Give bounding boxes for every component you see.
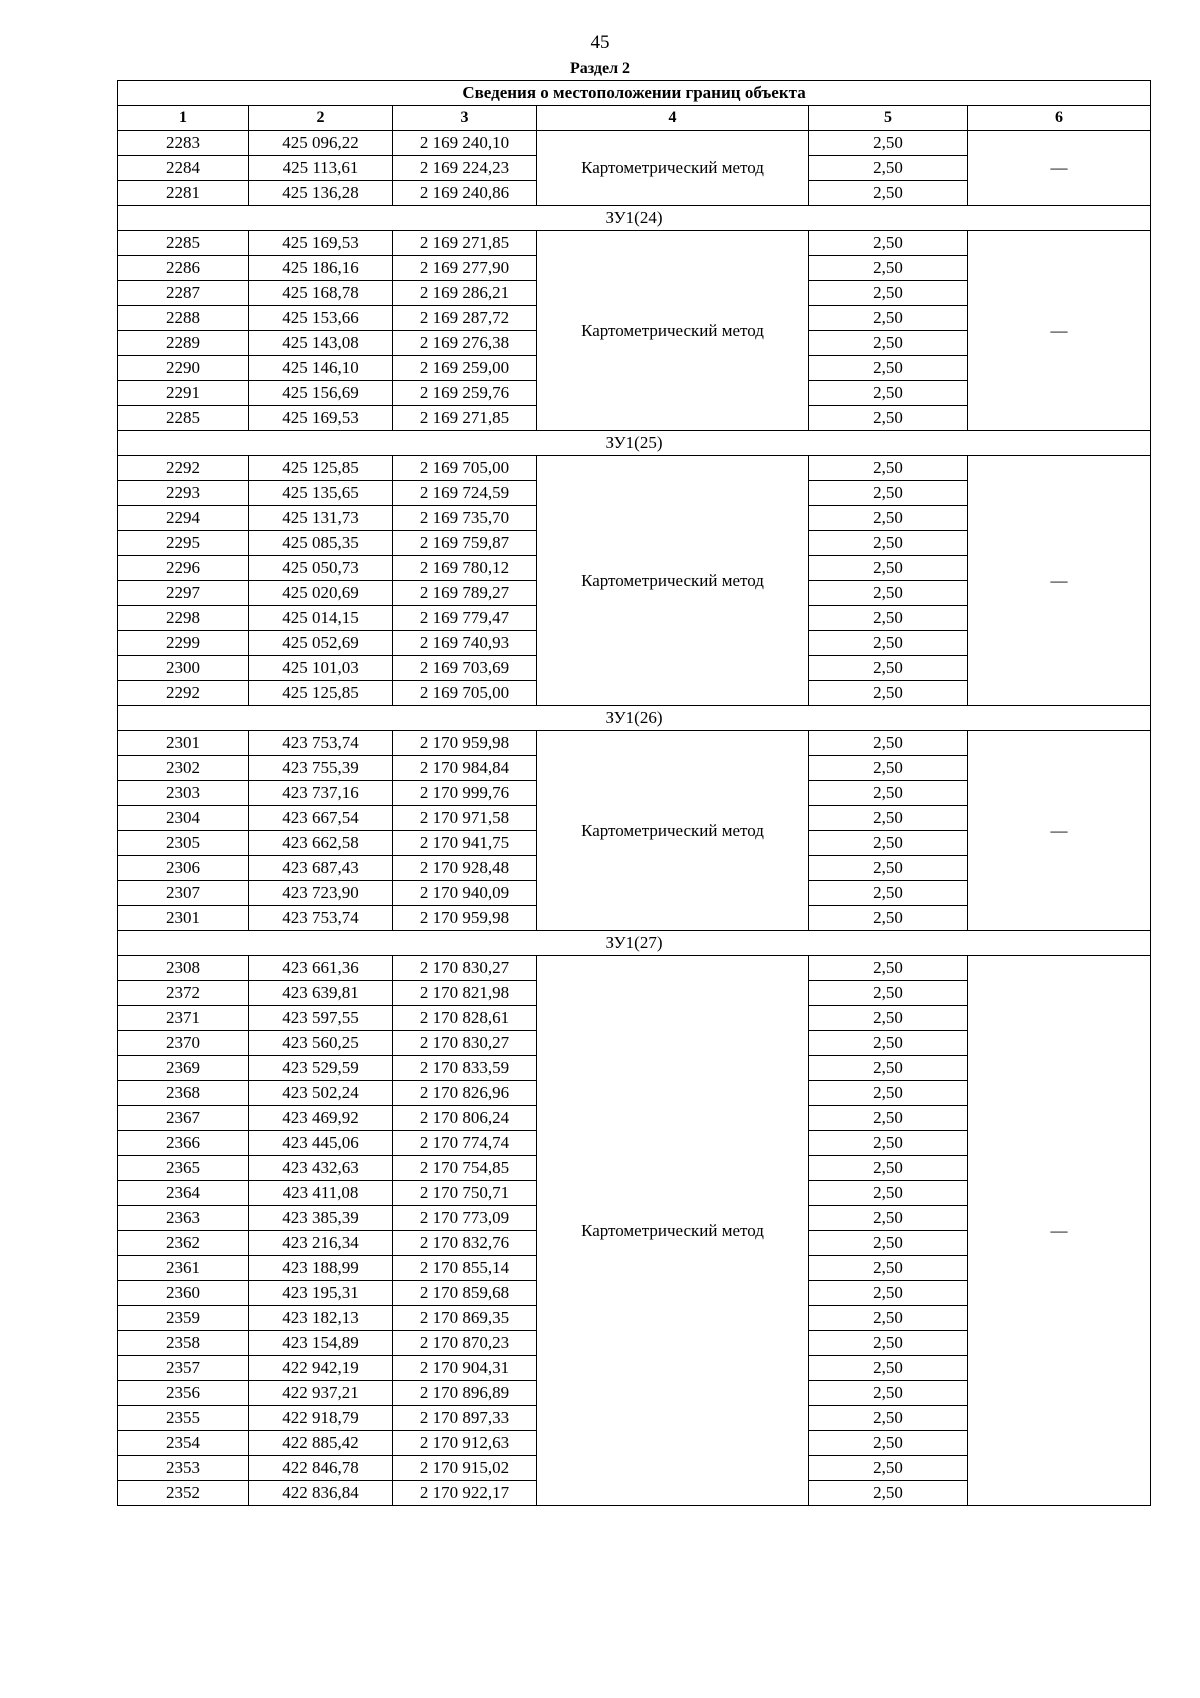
point-number-cell: 2294 — [118, 506, 249, 531]
x-coordinate-cell: 425 113,61 — [249, 156, 393, 181]
y-coordinate-cell: 2 169 286,21 — [393, 281, 537, 306]
x-coordinate-cell: 425 014,15 — [249, 606, 393, 631]
point-number-cell: 2356 — [118, 1381, 249, 1406]
x-coordinate-cell: 422 918,79 — [249, 1406, 393, 1431]
point-number-cell: 2287 — [118, 281, 249, 306]
accuracy-cell: 2,50 — [809, 1406, 968, 1431]
accuracy-cell: 2,50 — [809, 731, 968, 756]
page-number: 45 — [590, 32, 610, 53]
accuracy-cell: 2,50 — [809, 481, 968, 506]
table-caption: Сведения о местоположении границ объекта — [118, 81, 1151, 106]
accuracy-cell: 2,50 — [809, 906, 968, 931]
table-row — [118, 231, 1151, 256]
x-coordinate-cell: 425 050,73 — [249, 556, 393, 581]
point-number-cell: 2355 — [118, 1406, 249, 1431]
group-row — [118, 431, 1151, 456]
accuracy-cell: 2,50 — [809, 1181, 968, 1206]
method-cell: Картометрический метод — [537, 131, 809, 206]
x-coordinate-cell: 423 723,90 — [249, 881, 393, 906]
accuracy-cell: 2,50 — [809, 756, 968, 781]
x-coordinate-cell: 423 753,74 — [249, 731, 393, 756]
x-coordinate-cell: 425 131,73 — [249, 506, 393, 531]
x-coordinate-cell: 423 195,31 — [249, 1281, 393, 1306]
note-cell: — — [968, 131, 1151, 206]
accuracy-cell: 2,50 — [809, 1481, 968, 1506]
accuracy-cell: 2,50 — [809, 1456, 968, 1481]
group-label: ЗУ1(25) — [118, 431, 1151, 456]
y-coordinate-cell: 2 170 971,58 — [393, 806, 537, 831]
x-coordinate-cell: 425 156,69 — [249, 381, 393, 406]
y-coordinate-cell: 2 169 759,87 — [393, 531, 537, 556]
accuracy-cell: 2,50 — [809, 631, 968, 656]
x-coordinate-cell: 423 432,63 — [249, 1156, 393, 1181]
x-coordinate-cell: 423 469,92 — [249, 1106, 393, 1131]
point-number-cell: 2285 — [118, 231, 249, 256]
point-number-cell: 2363 — [118, 1206, 249, 1231]
method-cell: Картометрический метод — [537, 231, 809, 431]
point-number-cell: 2354 — [118, 1431, 249, 1456]
y-coordinate-cell: 2 169 287,72 — [393, 306, 537, 331]
accuracy-cell: 2,50 — [809, 1081, 968, 1106]
accuracy-cell: 2,50 — [809, 1206, 968, 1231]
column-header-2: 2 — [249, 106, 393, 131]
y-coordinate-cell: 2 170 870,23 — [393, 1331, 537, 1356]
accuracy-cell: 2,50 — [809, 956, 968, 981]
y-coordinate-cell: 2 169 240,10 — [393, 131, 537, 156]
y-coordinate-cell: 2 170 959,98 — [393, 731, 537, 756]
x-coordinate-cell: 423 662,58 — [249, 831, 393, 856]
accuracy-cell: 2,50 — [809, 1106, 968, 1131]
accuracy-cell: 2,50 — [809, 881, 968, 906]
column-header-4: 4 — [537, 106, 809, 131]
x-coordinate-cell: 423 445,06 — [249, 1131, 393, 1156]
x-coordinate-cell: 423 639,81 — [249, 981, 393, 1006]
y-coordinate-cell: 2 170 754,85 — [393, 1156, 537, 1181]
y-coordinate-cell: 2 169 240,86 — [393, 181, 537, 206]
group-row — [118, 706, 1151, 731]
y-coordinate-cell: 2 169 789,27 — [393, 581, 537, 606]
point-number-cell: 2306 — [118, 856, 249, 881]
point-number-cell: 2365 — [118, 1156, 249, 1181]
point-number-cell: 2366 — [118, 1131, 249, 1156]
accuracy-cell: 2,50 — [809, 856, 968, 881]
point-number-cell: 2301 — [118, 731, 249, 756]
accuracy-cell: 2,50 — [809, 506, 968, 531]
point-number-cell: 2288 — [118, 306, 249, 331]
y-coordinate-cell: 2 169 724,59 — [393, 481, 537, 506]
y-coordinate-cell: 2 169 271,85 — [393, 231, 537, 256]
y-coordinate-cell: 2 170 774,74 — [393, 1131, 537, 1156]
x-coordinate-cell: 425 125,85 — [249, 456, 393, 481]
accuracy-cell: 2,50 — [809, 1006, 968, 1031]
y-coordinate-cell: 2 170 855,14 — [393, 1256, 537, 1281]
y-coordinate-cell: 2 170 830,27 — [393, 1031, 537, 1056]
y-coordinate-cell: 2 170 915,02 — [393, 1456, 537, 1481]
point-number-cell: 2284 — [118, 156, 249, 181]
point-number-cell: 2307 — [118, 881, 249, 906]
x-coordinate-cell: 425 052,69 — [249, 631, 393, 656]
point-number-cell: 2299 — [118, 631, 249, 656]
y-coordinate-cell: 2 169 780,12 — [393, 556, 537, 581]
point-number-cell: 2369 — [118, 1056, 249, 1081]
x-coordinate-cell: 425 186,16 — [249, 256, 393, 281]
accuracy-cell: 2,50 — [809, 1256, 968, 1281]
y-coordinate-cell: 2 170 859,68 — [393, 1281, 537, 1306]
group-label: ЗУ1(27) — [118, 931, 1151, 956]
point-number-cell: 2297 — [118, 581, 249, 606]
method-cell: Картометрический метод — [537, 456, 809, 706]
x-coordinate-cell: 423 216,34 — [249, 1231, 393, 1256]
accuracy-cell: 2,50 — [809, 1281, 968, 1306]
table-row — [118, 456, 1151, 481]
table-row — [118, 731, 1151, 756]
x-coordinate-cell: 423 667,54 — [249, 806, 393, 831]
accuracy-cell: 2,50 — [809, 1156, 968, 1181]
point-number-cell: 2352 — [118, 1481, 249, 1506]
group-label: ЗУ1(24) — [118, 206, 1151, 231]
y-coordinate-cell: 2 169 276,38 — [393, 331, 537, 356]
y-coordinate-cell: 2 170 750,71 — [393, 1181, 537, 1206]
x-coordinate-cell: 423 737,16 — [249, 781, 393, 806]
accuracy-cell: 2,50 — [809, 781, 968, 806]
accuracy-cell: 2,50 — [809, 981, 968, 1006]
accuracy-cell: 2,50 — [809, 306, 968, 331]
x-coordinate-cell: 423 182,13 — [249, 1306, 393, 1331]
method-cell: Картометрический метод — [537, 956, 809, 1506]
point-number-cell: 2303 — [118, 781, 249, 806]
column-header-1: 1 — [118, 106, 249, 131]
column-header-6: 6 — [968, 106, 1151, 131]
accuracy-cell: 2,50 — [809, 1431, 968, 1456]
y-coordinate-cell: 2 170 828,61 — [393, 1006, 537, 1031]
y-coordinate-cell: 2 169 703,69 — [393, 656, 537, 681]
point-number-cell: 2305 — [118, 831, 249, 856]
y-coordinate-cell: 2 169 740,93 — [393, 631, 537, 656]
x-coordinate-cell: 423 755,39 — [249, 756, 393, 781]
x-coordinate-cell: 423 411,08 — [249, 1181, 393, 1206]
point-number-cell: 2293 — [118, 481, 249, 506]
y-coordinate-cell: 2 170 999,76 — [393, 781, 537, 806]
accuracy-cell: 2,50 — [809, 806, 968, 831]
point-number-cell: 2298 — [118, 606, 249, 631]
point-number-cell: 2353 — [118, 1456, 249, 1481]
x-coordinate-cell: 423 753,74 — [249, 906, 393, 931]
y-coordinate-cell: 2 170 897,33 — [393, 1406, 537, 1431]
point-number-cell: 2295 — [118, 531, 249, 556]
x-coordinate-cell: 422 942,19 — [249, 1356, 393, 1381]
note-cell: — — [968, 231, 1151, 431]
y-coordinate-cell: 2 169 224,23 — [393, 156, 537, 181]
point-number-cell: 2360 — [118, 1281, 249, 1306]
y-coordinate-cell: 2 170 928,48 — [393, 856, 537, 881]
point-number-cell: 2289 — [118, 331, 249, 356]
point-number-cell: 2358 — [118, 1331, 249, 1356]
y-coordinate-cell: 2 169 705,00 — [393, 456, 537, 481]
y-coordinate-cell: 2 170 912,63 — [393, 1431, 537, 1456]
y-coordinate-cell: 2 170 773,09 — [393, 1206, 537, 1231]
x-coordinate-cell: 425 096,22 — [249, 131, 393, 156]
accuracy-cell: 2,50 — [809, 406, 968, 431]
x-coordinate-cell: 423 502,24 — [249, 1081, 393, 1106]
accuracy-cell: 2,50 — [809, 531, 968, 556]
point-number-cell: 2357 — [118, 1356, 249, 1381]
y-coordinate-cell: 2 170 941,75 — [393, 831, 537, 856]
accuracy-cell: 2,50 — [809, 256, 968, 281]
point-number-cell: 2371 — [118, 1006, 249, 1031]
point-number-cell: 2361 — [118, 1256, 249, 1281]
accuracy-cell: 2,50 — [809, 606, 968, 631]
y-coordinate-cell: 2 169 259,76 — [393, 381, 537, 406]
accuracy-cell: 2,50 — [809, 656, 968, 681]
group-label: ЗУ1(26) — [118, 706, 1151, 731]
point-number-cell: 2370 — [118, 1031, 249, 1056]
x-coordinate-cell: 422 836,84 — [249, 1481, 393, 1506]
group-row — [118, 206, 1151, 231]
point-number-cell: 2308 — [118, 956, 249, 981]
accuracy-cell: 2,50 — [809, 1056, 968, 1081]
y-coordinate-cell: 2 170 869,35 — [393, 1306, 537, 1331]
point-number-cell: 2302 — [118, 756, 249, 781]
x-coordinate-cell: 423 687,43 — [249, 856, 393, 881]
y-coordinate-cell: 2 170 830,27 — [393, 956, 537, 981]
point-number-cell: 2364 — [118, 1181, 249, 1206]
note-cell: — — [968, 956, 1151, 1506]
point-number-cell: 2372 — [118, 981, 249, 1006]
accuracy-cell: 2,50 — [809, 681, 968, 706]
y-coordinate-cell: 2 170 940,09 — [393, 881, 537, 906]
y-coordinate-cell: 2 170 959,98 — [393, 906, 537, 931]
y-coordinate-cell: 2 169 779,47 — [393, 606, 537, 631]
x-coordinate-cell: 425 020,69 — [249, 581, 393, 606]
y-coordinate-cell: 2 169 705,00 — [393, 681, 537, 706]
x-coordinate-cell: 423 597,55 — [249, 1006, 393, 1031]
point-number-cell: 2304 — [118, 806, 249, 831]
point-number-cell: 2368 — [118, 1081, 249, 1106]
y-coordinate-cell: 2 169 735,70 — [393, 506, 537, 531]
boundary-table — [117, 80, 1151, 1506]
column-header-5: 5 — [809, 106, 968, 131]
x-coordinate-cell: 425 136,28 — [249, 181, 393, 206]
x-coordinate-cell: 425 168,78 — [249, 281, 393, 306]
accuracy-cell: 2,50 — [809, 1131, 968, 1156]
group-row — [118, 931, 1151, 956]
accuracy-cell: 2,50 — [809, 231, 968, 256]
x-coordinate-cell: 422 937,21 — [249, 1381, 393, 1406]
y-coordinate-cell: 2 170 806,24 — [393, 1106, 537, 1131]
point-number-cell: 2359 — [118, 1306, 249, 1331]
note-cell: — — [968, 731, 1151, 931]
column-header-3: 3 — [393, 106, 537, 131]
accuracy-cell: 2,50 — [809, 331, 968, 356]
accuracy-cell: 2,50 — [809, 1231, 968, 1256]
x-coordinate-cell: 423 560,25 — [249, 1031, 393, 1056]
x-coordinate-cell: 423 154,89 — [249, 1331, 393, 1356]
y-coordinate-cell: 2 170 826,96 — [393, 1081, 537, 1106]
x-coordinate-cell: 425 169,53 — [249, 231, 393, 256]
x-coordinate-cell: 423 385,39 — [249, 1206, 393, 1231]
point-number-cell: 2283 — [118, 131, 249, 156]
x-coordinate-cell: 425 125,85 — [249, 681, 393, 706]
y-coordinate-cell: 2 170 984,84 — [393, 756, 537, 781]
point-number-cell: 2300 — [118, 656, 249, 681]
accuracy-cell: 2,50 — [809, 281, 968, 306]
point-number-cell: 2296 — [118, 556, 249, 581]
note-cell: — — [968, 456, 1151, 706]
accuracy-cell: 2,50 — [809, 581, 968, 606]
accuracy-cell: 2,50 — [809, 556, 968, 581]
table-row — [118, 131, 1151, 156]
point-number-cell: 2286 — [118, 256, 249, 281]
x-coordinate-cell: 423 661,36 — [249, 956, 393, 981]
accuracy-cell: 2,50 — [809, 1356, 968, 1381]
accuracy-cell: 2,50 — [809, 156, 968, 181]
accuracy-cell: 2,50 — [809, 381, 968, 406]
accuracy-cell: 2,50 — [809, 356, 968, 381]
x-coordinate-cell: 425 101,03 — [249, 656, 393, 681]
y-coordinate-cell: 2 170 922,17 — [393, 1481, 537, 1506]
boundary-table-body — [118, 81, 1151, 1506]
point-number-cell: 2292 — [118, 456, 249, 481]
accuracy-cell: 2,50 — [809, 456, 968, 481]
point-number-cell: 2285 — [118, 406, 249, 431]
accuracy-cell: 2,50 — [809, 181, 968, 206]
x-coordinate-cell: 425 143,08 — [249, 331, 393, 356]
accuracy-cell: 2,50 — [809, 1031, 968, 1056]
x-coordinate-cell: 425 085,35 — [249, 531, 393, 556]
point-number-cell: 2362 — [118, 1231, 249, 1256]
y-coordinate-cell: 2 169 259,00 — [393, 356, 537, 381]
x-coordinate-cell: 425 135,65 — [249, 481, 393, 506]
x-coordinate-cell: 425 146,10 — [249, 356, 393, 381]
section-title: Раздел 2 — [569, 60, 631, 77]
table-row — [118, 956, 1151, 981]
x-coordinate-cell: 423 529,59 — [249, 1056, 393, 1081]
x-coordinate-cell: 425 153,66 — [249, 306, 393, 331]
accuracy-cell: 2,50 — [809, 1381, 968, 1406]
y-coordinate-cell: 2 170 833,59 — [393, 1056, 537, 1081]
point-number-cell: 2291 — [118, 381, 249, 406]
accuracy-cell: 2,50 — [809, 1331, 968, 1356]
point-number-cell: 2290 — [118, 356, 249, 381]
accuracy-cell: 2,50 — [809, 1306, 968, 1331]
y-coordinate-cell: 2 169 271,85 — [393, 406, 537, 431]
method-cell: Картометрический метод — [537, 731, 809, 931]
y-coordinate-cell: 2 169 277,90 — [393, 256, 537, 281]
accuracy-cell: 2,50 — [809, 831, 968, 856]
point-number-cell: 2281 — [118, 181, 249, 206]
y-coordinate-cell: 2 170 821,98 — [393, 981, 537, 1006]
point-number-cell: 2301 — [118, 906, 249, 931]
x-coordinate-cell: 423 188,99 — [249, 1256, 393, 1281]
x-coordinate-cell: 422 885,42 — [249, 1431, 393, 1456]
y-coordinate-cell: 2 170 896,89 — [393, 1381, 537, 1406]
x-coordinate-cell: 422 846,78 — [249, 1456, 393, 1481]
point-number-cell: 2367 — [118, 1106, 249, 1131]
accuracy-cell: 2,50 — [809, 131, 968, 156]
x-coordinate-cell: 425 169,53 — [249, 406, 393, 431]
point-number-cell: 2292 — [118, 681, 249, 706]
y-coordinate-cell: 2 170 832,76 — [393, 1231, 537, 1256]
column-header-row — [118, 106, 1151, 131]
y-coordinate-cell: 2 170 904,31 — [393, 1356, 537, 1381]
